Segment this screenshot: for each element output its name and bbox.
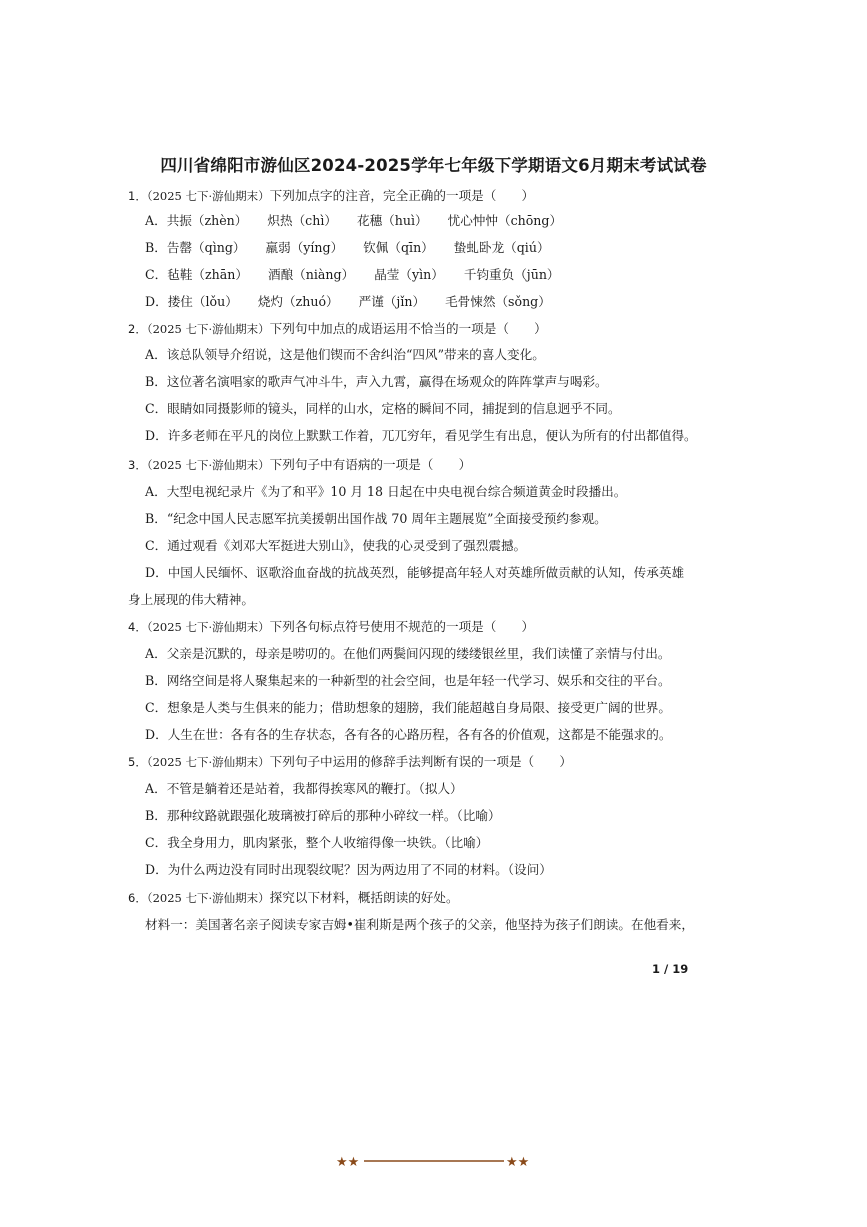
question-5-option-d bbox=[145, 861, 552, 879]
question-text: 下列句中加点的成语运用不恰当的一项是（ ） bbox=[269, 321, 547, 336]
question-3-option-a bbox=[145, 483, 626, 501]
option-item: 烧灼（zhuó） bbox=[257, 294, 339, 309]
option-item: 毡鞋（zhān） bbox=[167, 267, 248, 282]
footer-stars-right: ★★ bbox=[505, 1155, 529, 1170]
question-source: （2025 七下·游仙期末） bbox=[146, 322, 270, 336]
question-4-option-a bbox=[145, 645, 670, 663]
option-text: 该总队领导介绍说，这是他们锲而不舍纠治“四风”带来的喜人变化。 bbox=[166, 347, 545, 362]
question-6-stem bbox=[128, 889, 459, 907]
question-5-stem bbox=[128, 753, 572, 771]
option-text: 为什么两边没有同时出现裂纹呢？因为两边用了不同的材料。（设问） bbox=[167, 862, 552, 877]
footer-stars-left: ★★ bbox=[335, 1155, 359, 1170]
question-number: 3． bbox=[128, 458, 147, 472]
question-source: （2025 七下·游仙期末） bbox=[146, 189, 270, 203]
option-text: 那种纹路就跟强化玻璃被打碎后的那种小碎纹一样。（比喻） bbox=[166, 808, 501, 823]
question-2-option-b bbox=[145, 373, 608, 391]
option-label: C． bbox=[145, 700, 168, 715]
question-text: 下列各句标点符号使用不规范的一项是（ ） bbox=[269, 619, 535, 634]
option-label: B． bbox=[145, 511, 167, 526]
question-source: （2025 七下·游仙期末） bbox=[146, 458, 270, 472]
question-number: 2． bbox=[128, 322, 147, 336]
option-text: “纪念中国人民志愿军抗美援朝出国作战 70 周年主题展览”全面接受预约参观。 bbox=[166, 511, 607, 526]
option-label: A． bbox=[145, 646, 167, 661]
option-item: 千钧重负（jūn） bbox=[463, 267, 560, 282]
question-5-option-b bbox=[145, 807, 501, 825]
option-label: D． bbox=[145, 294, 168, 309]
page-number: 1 / 19 bbox=[652, 962, 689, 976]
question-3-option-d-continuation: 身上展现的伟大精神。 bbox=[128, 592, 254, 607]
question-1-stem bbox=[128, 187, 534, 205]
question-2-option-c bbox=[145, 400, 621, 418]
question-3-option-d bbox=[145, 564, 684, 582]
option-label: A． bbox=[145, 484, 167, 499]
question-2-option-a bbox=[145, 346, 545, 364]
option-item: 告罄（qìng） bbox=[166, 240, 246, 255]
option-label: A． bbox=[145, 781, 167, 796]
question-5-option-c bbox=[145, 834, 488, 852]
question-2-option-d bbox=[145, 427, 697, 445]
option-label: C． bbox=[145, 835, 168, 850]
option-text: 中国人民缅怀、讴歌浴血奋战的抗战英烈，能够提高年轻人对英雄所做贡献的认知，传承英雄 bbox=[167, 565, 685, 580]
question-4-option-b bbox=[145, 672, 671, 690]
question-1-option-c bbox=[145, 266, 560, 284]
option-text: 许多老师在平凡的岗位上默默工作着，兀兀穷年，看见学生有出息，便认为所有的付出都值得。 bbox=[167, 428, 697, 443]
option-label: A． bbox=[145, 347, 167, 362]
option-label: B． bbox=[145, 673, 167, 688]
question-text: 下列句子中运用的修辞手法判断有误的一项是（ ） bbox=[269, 754, 572, 769]
option-item: 酒酿（niàng） bbox=[267, 267, 355, 282]
option-text: 通过观看《刘邓大军挺进大别山》，使我的心灵受到了强烈震撼。 bbox=[167, 538, 527, 553]
page-title: 四川省绵阳市游仙区2024-2025学年七年级下学期语文6月期末考试试卷 bbox=[160, 156, 707, 175]
question-5-option-a bbox=[145, 780, 463, 798]
option-item: 花穗（huì） bbox=[356, 213, 428, 228]
option-label: B． bbox=[145, 240, 167, 255]
question-4-option-c bbox=[145, 699, 671, 717]
question-3-stem bbox=[128, 456, 471, 474]
option-item: 炽热（chì） bbox=[267, 213, 337, 228]
option-item: 毛骨悚然（sǒng） bbox=[445, 294, 551, 309]
option-item: 钦佩（qīn） bbox=[363, 240, 434, 255]
option-text: 眼睛如同摄影师的镜头，同样的山水，定格的瞬间不同，捕捉到的信息迥乎不同。 bbox=[167, 401, 621, 416]
option-text: 人生在世：各有各的生存状态，各有各的心路历程，各有各的价值观，这都是不能强求的。 bbox=[167, 727, 672, 742]
option-item: 蛰虬卧龙（qiú） bbox=[453, 240, 550, 255]
option-label: B． bbox=[145, 374, 167, 389]
question-text: 下列句子中有语病的一项是（ ） bbox=[269, 457, 472, 472]
question-text: 探究以下材料，概括朗读的好处。 bbox=[269, 890, 459, 905]
option-text: 我全身用力，肌肉紧张，整个人收缩得像一块铁。（比喻） bbox=[167, 835, 489, 850]
option-text: 不管是躺着还是站着，我都得挨寒风的鞭打。（拟人） bbox=[166, 781, 463, 796]
question-source: （2025 七下·游仙期末） bbox=[146, 755, 270, 769]
option-text: 大型电视纪录片《为了和平》10 月 18 日起在中央电视台综合频道黄金时段播出。 bbox=[166, 484, 627, 499]
option-item: 严谨（jǐn） bbox=[358, 294, 426, 309]
question-2-stem bbox=[128, 320, 547, 338]
option-label: B． bbox=[145, 808, 167, 823]
option-label: C． bbox=[145, 401, 168, 416]
option-label: C． bbox=[145, 538, 168, 553]
question-1-option-d bbox=[145, 293, 551, 311]
question-4-stem bbox=[128, 618, 534, 636]
footer-ornament bbox=[334, 1152, 534, 1170]
question-6-material: 材料一：美国著名亲子阅读专家吉姆•崔利斯是两个孩子的父亲，他坚持为孩子们朗读。在他看来， bbox=[145, 917, 694, 932]
question-number: 6． bbox=[128, 891, 147, 905]
option-label: D． bbox=[145, 428, 168, 443]
question-1-option-a bbox=[145, 212, 562, 230]
footer-decoration bbox=[0, 1152, 867, 1174]
option-label: D． bbox=[145, 727, 168, 742]
option-item: 共振（zhèn） bbox=[166, 213, 248, 228]
option-text: 这位著名演唱家的歌声气冲斗牛，声入九霄，赢得在场观众的阵阵掌声与喝彩。 bbox=[166, 374, 608, 389]
option-label: A． bbox=[145, 213, 167, 228]
option-label: D． bbox=[145, 862, 168, 877]
option-label: D． bbox=[145, 565, 168, 580]
option-label: C． bbox=[145, 267, 168, 282]
option-text: 想象是人类与生俱来的能力；借助想象的翅膀，我们能超越自身局限、接受更广阔的世界。 bbox=[167, 700, 671, 715]
question-4-option-d bbox=[145, 726, 671, 744]
option-item: 搂住（lǒu） bbox=[167, 294, 238, 309]
question-source: （2025 七下·游仙期末） bbox=[146, 891, 270, 905]
question-number: 5． bbox=[128, 755, 147, 769]
question-3-option-b bbox=[145, 510, 607, 528]
question-source: （2025 七下·游仙期末） bbox=[146, 620, 270, 634]
question-text: 下列加点字的注音，完全正确的一项是（ ） bbox=[269, 188, 535, 203]
question-3-option-c bbox=[145, 537, 526, 555]
question-1-option-b bbox=[145, 239, 550, 257]
option-text: 父亲是沉默的，母亲是唠叨的。在他们两鬓间闪现的缕缕银丝里，我们读懂了亲情与付出。 bbox=[166, 646, 671, 661]
option-item: 羸弱（yíng） bbox=[265, 240, 344, 255]
option-text: 网络空间是将人聚集起来的一种新型的社会空间，也是年轻一代学习、娱乐和交往的平台。 bbox=[166, 673, 671, 688]
option-item: 忧心忡忡（chōng） bbox=[447, 213, 563, 228]
option-item: 晶莹（yìn） bbox=[374, 267, 444, 282]
question-number: 4． bbox=[128, 620, 147, 634]
question-number: 1． bbox=[128, 189, 147, 203]
